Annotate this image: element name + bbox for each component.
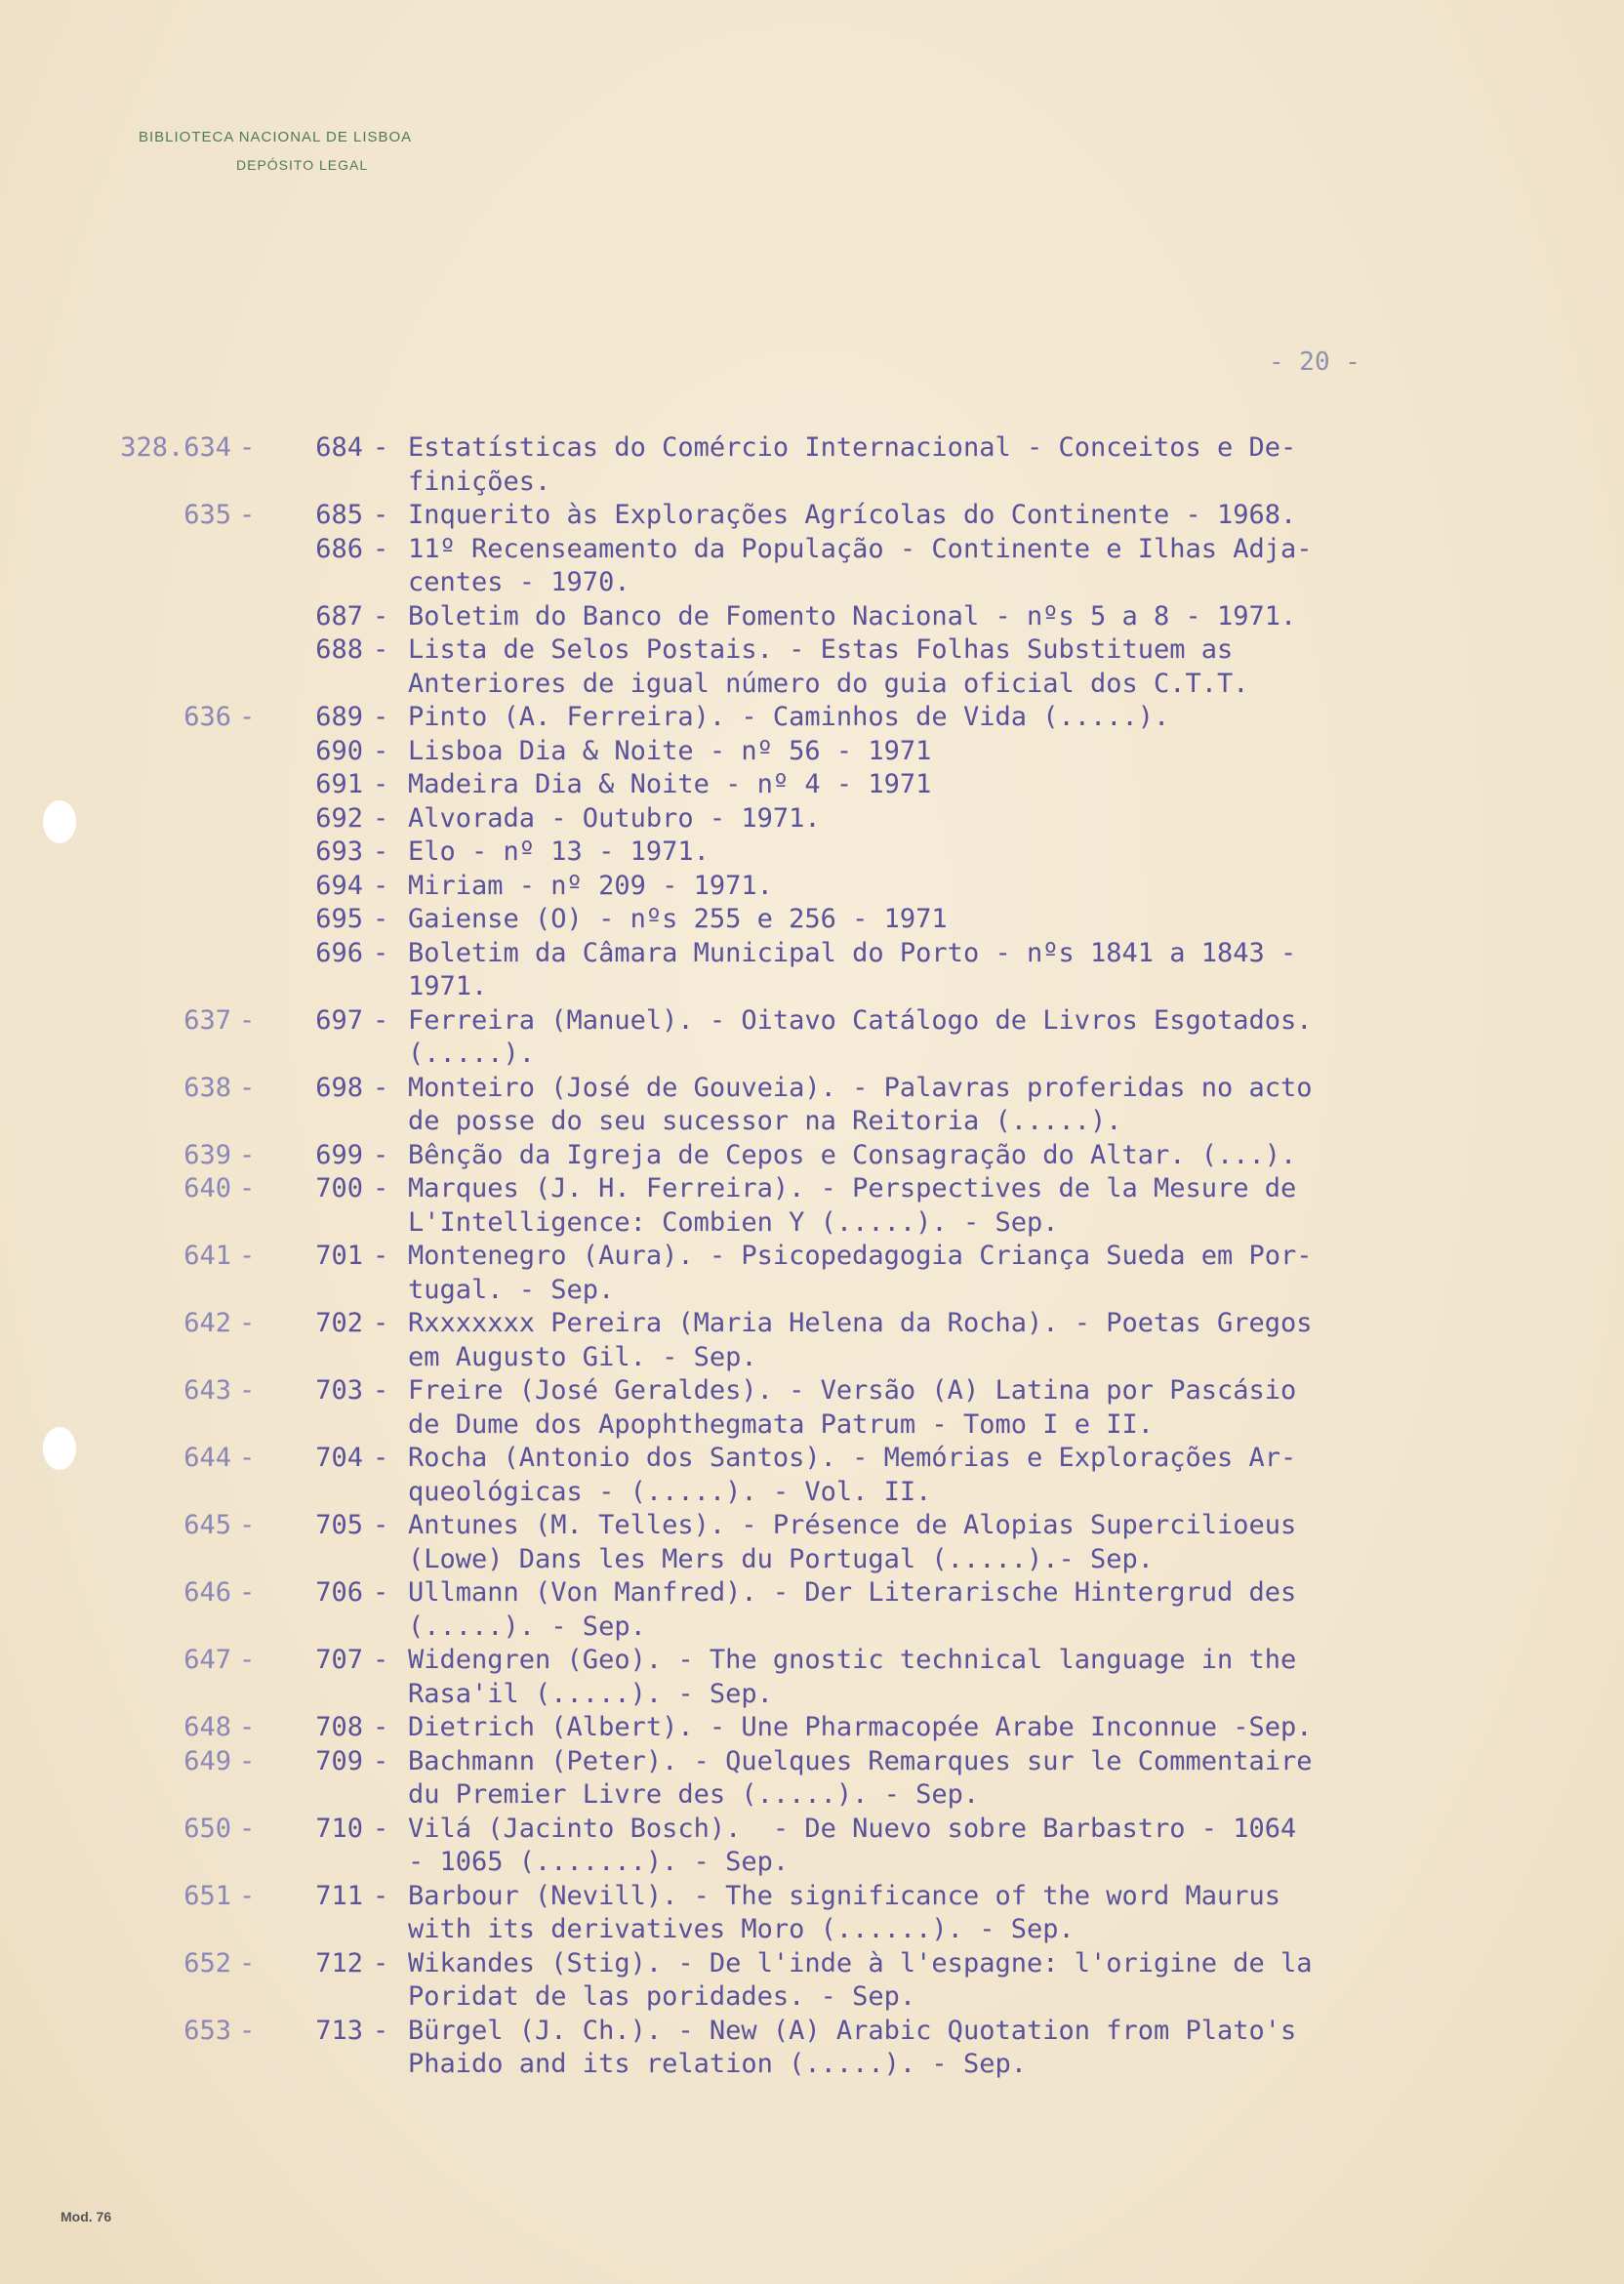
entry-text: de posse do seu sucessor na Reitoria (.....). [408, 1106, 1122, 1136]
entry-text: Dietrich (Albert). - Une Pharmacopée Arabe Inconnue -Sep. [408, 1712, 1313, 1742]
entry-text: centes - 1970. [408, 567, 630, 597]
entry-number: 690 [315, 735, 363, 766]
catalog-line [0, 1543, 1624, 1577]
catalog-line [0, 2015, 1624, 2049]
catalog-line [0, 1476, 1624, 1510]
dash-separator: - [239, 702, 256, 732]
registry-number: 642 [183, 1308, 231, 1338]
catalog-line [0, 1778, 1624, 1813]
dash-separator: - [373, 702, 389, 732]
catalog-line [0, 533, 1624, 567]
dash-separator: - [373, 802, 389, 834]
dash-separator: - [373, 1880, 389, 1911]
entry-text: em Augusto Gil. - Sep. [408, 1341, 757, 1372]
catalog-line [0, 1711, 1624, 1745]
dash-separator: - [239, 1308, 256, 1338]
registry-number: 644 [183, 1443, 231, 1473]
catalog-entries [0, 431, 1624, 2082]
catalog-line [0, 1880, 1624, 1914]
entry-text: queológicas - (.....). - Vol. II. [408, 1476, 932, 1507]
entry-text: with its derivatives Moro (......). - Sep. [408, 1914, 1075, 1944]
dash-separator: - [373, 1308, 389, 1338]
entry-text: tugal. - Sep. [408, 1274, 615, 1305]
entry-text: Antunes (M. Telles). - Présence de Alopias Supercilioeus [408, 1510, 1297, 1540]
dash-separator: - [373, 600, 389, 632]
catalog-line [0, 1206, 1624, 1241]
letterhead-department: DEPÓSITO LEGAL [236, 157, 369, 173]
entry-number: 703 [315, 1375, 363, 1406]
entry-number: 704 [315, 1443, 363, 1473]
registry-number: 636 [183, 702, 231, 732]
dash-separator: - [373, 1241, 389, 1271]
entry-text: L'Intelligence: Combien Y (.....). - Sep. [408, 1206, 1059, 1238]
registry-number: 637 [183, 1004, 231, 1036]
registry-number: 649 [183, 1745, 231, 1776]
catalog-line [0, 1509, 1624, 1543]
dash-separator: - [373, 1375, 389, 1406]
catalog-line [0, 1038, 1624, 1072]
entry-text: Miriam - nº 209 - 1971. [408, 870, 773, 901]
entry-text: - 1065 (.......). - Sep. [408, 1847, 790, 1877]
letterhead-institution: BIBLIOTECA NACIONAL DE LISBOA [139, 129, 413, 145]
registry-number: 647 [183, 1645, 231, 1675]
dash-separator: - [373, 1947, 389, 1978]
entry-text: du Premier Livre des (.....). - Sep. [408, 1779, 980, 1810]
dash-separator: - [239, 1645, 256, 1675]
catalog-line [0, 1072, 1624, 1106]
catalog-line [0, 1105, 1624, 1139]
form-label: Mod. 76 [61, 2209, 112, 2224]
dash-separator: - [373, 533, 389, 564]
dash-separator: - [239, 1947, 256, 1978]
dash-separator: - [373, 769, 389, 799]
catalog-line [0, 600, 1624, 634]
registry-number: 648 [183, 1712, 231, 1742]
entry-text: Freire (José Geraldes). - Versão (A) Latina por Pascásio [408, 1375, 1297, 1406]
catalog-line [0, 1442, 1624, 1476]
registry-number: 653 [183, 2015, 231, 2046]
entry-number: 694 [315, 870, 363, 901]
entry-text: Anteriores de igual número do guia oficial dos C.T.T. [408, 668, 1249, 699]
dash-separator: - [373, 1004, 389, 1036]
catalog-line [0, 870, 1624, 904]
entry-number: 689 [315, 702, 363, 732]
registry-number: 641 [183, 1241, 231, 1271]
registry-number: 328.634 [120, 432, 231, 463]
entry-number: 697 [315, 1004, 363, 1036]
registry-number: 645 [183, 1510, 231, 1540]
dash-separator: - [239, 1880, 256, 1911]
catalog-line [0, 1274, 1624, 1308]
catalog-line [0, 1004, 1624, 1039]
catalog-line [0, 466, 1624, 500]
dash-separator: - [373, 1072, 389, 1103]
catalog-line [0, 1139, 1624, 1173]
entry-text: Rxxxxxxx Pereira (Maria Helena da Rocha). - Poetas Gregos [408, 1308, 1313, 1338]
entry-text: de Dume dos Apophthegmata Patrum - Tomo I e II. [408, 1408, 1155, 1440]
catalog-line [0, 1172, 1624, 1206]
dash-separator: - [373, 634, 389, 665]
dash-separator: - [373, 1510, 389, 1540]
entry-number: 707 [315, 1645, 363, 1675]
catalog-line [0, 1913, 1624, 1947]
dash-separator: - [373, 735, 389, 766]
entry-text: Rocha (Antonio dos Santos). - Memórias e Explorações Ar- [408, 1443, 1297, 1473]
catalog-line [0, 1678, 1624, 1712]
entry-text: Lista de Selos Postais. - Estas Folhas Substituem as [408, 634, 1234, 665]
entry-text: Ferreira (Manuel). - Oitavo Catálogo de Livros Esgotados. [408, 1004, 1313, 1036]
catalog-line [0, 701, 1624, 735]
entry-number: 712 [315, 1947, 363, 1978]
dash-separator: - [373, 870, 389, 901]
entry-text: Montenegro (Aura). - Psicopedagogia Criança Sueda em Por- [408, 1241, 1313, 1271]
entry-number: 686 [315, 533, 363, 564]
dash-separator: - [373, 1139, 389, 1170]
entry-text: Barbour (Nevill). - The significance of the word Maurus [408, 1880, 1281, 1911]
entry-number: 687 [315, 600, 363, 632]
entry-text: Monteiro (José de Gouveia). - Palavras proferidas no acto [408, 1072, 1313, 1103]
entry-text: Bachmann (Peter). - Quelques Remarques sur le Commentaire [408, 1745, 1313, 1776]
entry-text: Gaiense (O) - nºs 255 e 256 - 1971 [408, 904, 948, 934]
entry-number: 699 [315, 1139, 363, 1170]
entry-number: 701 [315, 1241, 363, 1271]
entry-number: 709 [315, 1745, 363, 1776]
entry-text: Pinto (A. Ferreira). - Caminhos de Vida (.....). [408, 702, 1170, 732]
catalog-line [0, 735, 1624, 769]
dash-separator: - [239, 1712, 256, 1742]
letterhead [139, 129, 412, 173]
registry-number: 643 [183, 1375, 231, 1406]
dash-separator: - [239, 1813, 256, 1844]
registry-number: 639 [183, 1139, 231, 1170]
entry-text: Bênção da Igreja de Cepos e Consagração do Altar. (...). [408, 1139, 1297, 1170]
catalog-line [0, 1813, 1624, 1847]
dash-separator: - [239, 1510, 256, 1540]
dash-separator: - [373, 904, 389, 934]
entry-number: 711 [315, 1880, 363, 1911]
catalog-line [0, 1307, 1624, 1341]
catalog-line [0, 1745, 1624, 1779]
entry-text: Widengren (Geo). - The gnostic technical language in the [408, 1645, 1297, 1675]
catalog-line [0, 768, 1624, 802]
entry-number: 705 [315, 1510, 363, 1540]
dash-separator: - [239, 1139, 256, 1170]
entry-text: Bürgel (J. Ch.). - New (A) Arabic Quotation from Plato's [408, 2015, 1297, 2046]
catalog-line [0, 802, 1624, 836]
entry-text: Alvorada - Outubro - 1971. [408, 802, 821, 834]
entry-number: 684 [315, 432, 363, 463]
entry-number: 706 [315, 1577, 363, 1608]
registry-number: 640 [183, 1173, 231, 1203]
entry-text: Inquerito às Explorações Agrícolas do Continente - 1968. [408, 500, 1297, 530]
entry-text: (Lowe) Dans les Mers du Portugal (.....).- Sep. [408, 1543, 1155, 1574]
entry-text: (.....). - Sep. [408, 1611, 646, 1642]
dash-separator: - [373, 1745, 389, 1776]
dash-separator: - [373, 432, 389, 463]
catalog-line [0, 431, 1624, 466]
dash-separator: - [373, 1173, 389, 1203]
entry-text: Rasa'il (.....). - Sep. [408, 1678, 773, 1709]
catalog-line [0, 566, 1624, 600]
entry-text: Phaido and its relation (.....). - Sep. [408, 2049, 1027, 2079]
registry-number: 635 [183, 500, 231, 530]
entry-number: 702 [315, 1308, 363, 1338]
catalog-line [0, 836, 1624, 870]
catalog-line [0, 1846, 1624, 1880]
dash-separator: - [373, 937, 389, 968]
entry-text: Poridat de las poridades. - Sep. [408, 1981, 916, 2012]
dash-separator: - [373, 836, 389, 867]
catalog-line [0, 1576, 1624, 1611]
entry-text: Wikandes (Stig). - De l'inde à l'espagne: l'origine de la [408, 1947, 1313, 1978]
catalog-line [0, 1341, 1624, 1375]
dash-separator: - [373, 2015, 389, 2046]
entry-number: 698 [315, 1072, 363, 1103]
catalog-line [0, 1980, 1624, 2015]
dash-separator: - [373, 1712, 389, 1742]
entry-text: Boletim da Câmara Municipal do Porto - nºs 1841 a 1843 - [408, 937, 1297, 968]
entry-number: 710 [315, 1813, 363, 1844]
registry-number: 652 [183, 1947, 231, 1978]
dash-separator: - [239, 432, 256, 463]
catalog-line [0, 1374, 1624, 1408]
entry-text: 11º Recenseamento da População - Continente e Ilhas Adja- [408, 533, 1313, 564]
dash-separator: - [373, 1645, 389, 1675]
entry-text: (.....). [408, 1039, 536, 1069]
entry-text: Elo - nº 13 - 1971. [408, 836, 710, 867]
catalog-line [0, 937, 1624, 971]
registry-number: 651 [183, 1880, 231, 1911]
registry-number: 638 [183, 1072, 231, 1103]
registry-number: 650 [183, 1813, 231, 1844]
dash-separator: - [239, 1577, 256, 1608]
dash-separator: - [239, 1745, 256, 1776]
entry-text: Boletim do Banco de Fomento Nacional - nºs 5 a 8 - 1971. [408, 600, 1297, 632]
dash-separator: - [239, 1072, 256, 1103]
entry-text: Ullmann (Von Manfred). - Der Literarische Hintergrud des [408, 1577, 1297, 1608]
dash-separator: - [239, 1443, 256, 1473]
catalog-line [0, 633, 1624, 668]
entry-number: 695 [315, 904, 363, 934]
dash-separator: - [373, 1577, 389, 1608]
dash-separator: - [239, 1173, 256, 1203]
dash-separator: - [373, 1813, 389, 1844]
registry-number: 646 [183, 1577, 231, 1608]
entry-number: 708 [315, 1712, 363, 1742]
entry-text: 1971. [408, 971, 488, 1001]
catalog-line [0, 2048, 1624, 2082]
entry-text: Estatísticas do Comércio Internacional - Conceitos e De- [408, 432, 1297, 463]
dash-separator: - [239, 2015, 256, 2046]
catalog-line [0, 970, 1624, 1004]
catalog-line [0, 1408, 1624, 1443]
dash-separator: - [239, 1004, 256, 1036]
catalog-line [0, 1947, 1624, 1981]
entry-number: 700 [315, 1173, 363, 1203]
entry-number: 685 [315, 500, 363, 530]
dash-separator: - [239, 1241, 256, 1271]
entry-text: Lisboa Dia & Noite - nº 56 - 1971 [408, 735, 932, 766]
entry-text: Vilá (Jacinto Bosch). - De Nuevo sobre Barbastro - 1064 [408, 1813, 1297, 1844]
entry-number: 713 [315, 2015, 363, 2046]
dash-separator: - [373, 1443, 389, 1473]
catalog-line [0, 1611, 1624, 1645]
entry-number: 688 [315, 634, 363, 665]
entry-number: 693 [315, 836, 363, 867]
entry-number: 696 [315, 937, 363, 968]
entry-text: finições. [408, 466, 551, 497]
page-number: - 20 - [1269, 347, 1360, 377]
entry-number: 691 [315, 769, 363, 799]
catalog-line [0, 499, 1624, 533]
entry-text: Madeira Dia & Noite - nº 4 - 1971 [408, 769, 932, 799]
entry-text: Marques (J. H. Ferreira). - Perspectives de la Mesure de [408, 1173, 1297, 1203]
catalog-line [0, 668, 1624, 702]
catalog-line [0, 1240, 1624, 1274]
catalog-line [0, 1644, 1624, 1678]
dash-separator: - [239, 1375, 256, 1406]
entry-number: 692 [315, 802, 363, 834]
dash-separator: - [239, 500, 256, 530]
catalog-line [0, 903, 1624, 937]
dash-separator: - [373, 500, 389, 530]
